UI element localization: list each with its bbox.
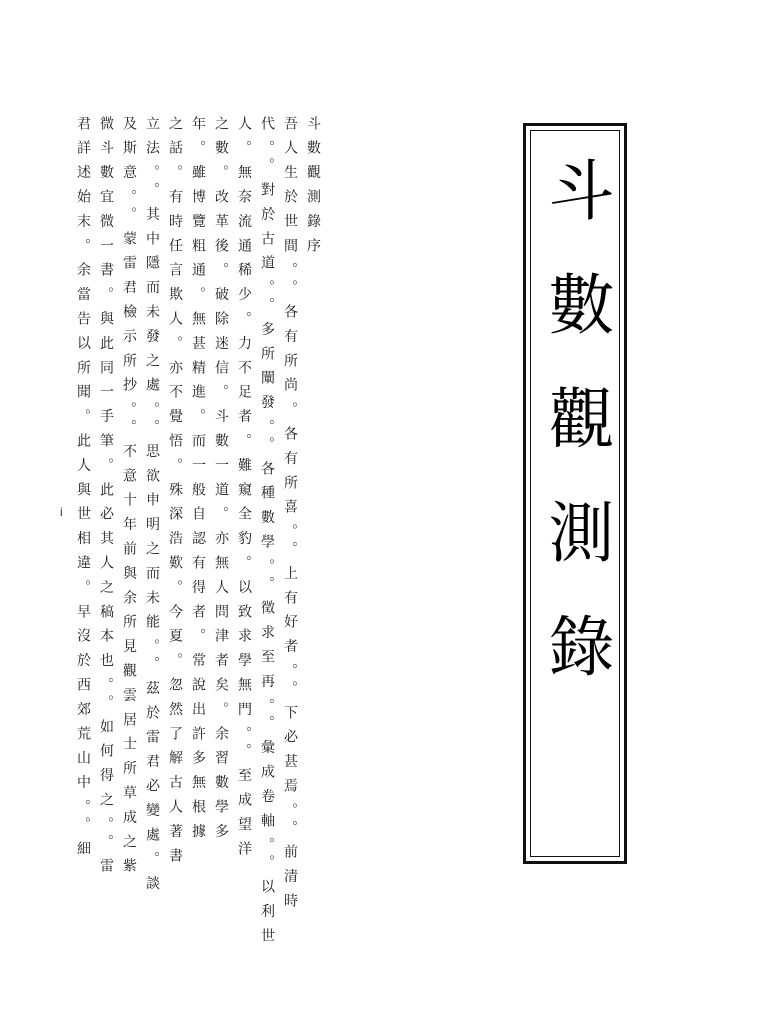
text-column: 君詳述始末。余當告以所聞。此人與世相違。早沒於西郊荒山中。。細	[75, 116, 91, 866]
text-column: 立法。。其中隱而未發之處。。思欲申明之而未能。。茲於雷君必變處。談	[144, 116, 160, 901]
text-column: 人。無奈流通稀少。力不足者。難窺全豹。以致求學無門。。至成望洋	[236, 116, 252, 866]
text-column: 及斯意。。蒙雷君檢示所抄。。不意十年前與余所見觀雲居士所草成之紫	[121, 116, 137, 883]
text-column: 之話。有時任言欺人。亦不覺悟。殊深浩歎。今夏。忽然了解古人著書	[167, 116, 183, 873]
preface-heading: 斗數觀測錄序	[305, 116, 321, 263]
page-marker: i	[60, 505, 63, 519]
text-column: 之數。改革後。破除迷信。斗數一道。亦無人問津者矣。余習數學多	[213, 116, 229, 848]
book-title: 斗數觀測錄	[537, 156, 614, 726]
preface-text	[72, 116, 328, 953]
text-column: 微斗數宜微一書。與此同一手筆。此必其人之稿本也。。如何得之。。雷	[98, 116, 114, 883]
text-column: 代。。對於古道。。多所闡發。。各種數學。。徵求至再。。彙成卷軸。。以利世	[259, 116, 275, 953]
text-column: 年。雖博覽粗通。無甚精進。而一般自認有得者。常說出許多無根據	[190, 116, 206, 848]
title-panel	[523, 123, 627, 864]
text-column: 吾人生於世間。。各有所尚。各有所喜。。上有好者。。下必甚焉。。前清時	[282, 116, 298, 918]
